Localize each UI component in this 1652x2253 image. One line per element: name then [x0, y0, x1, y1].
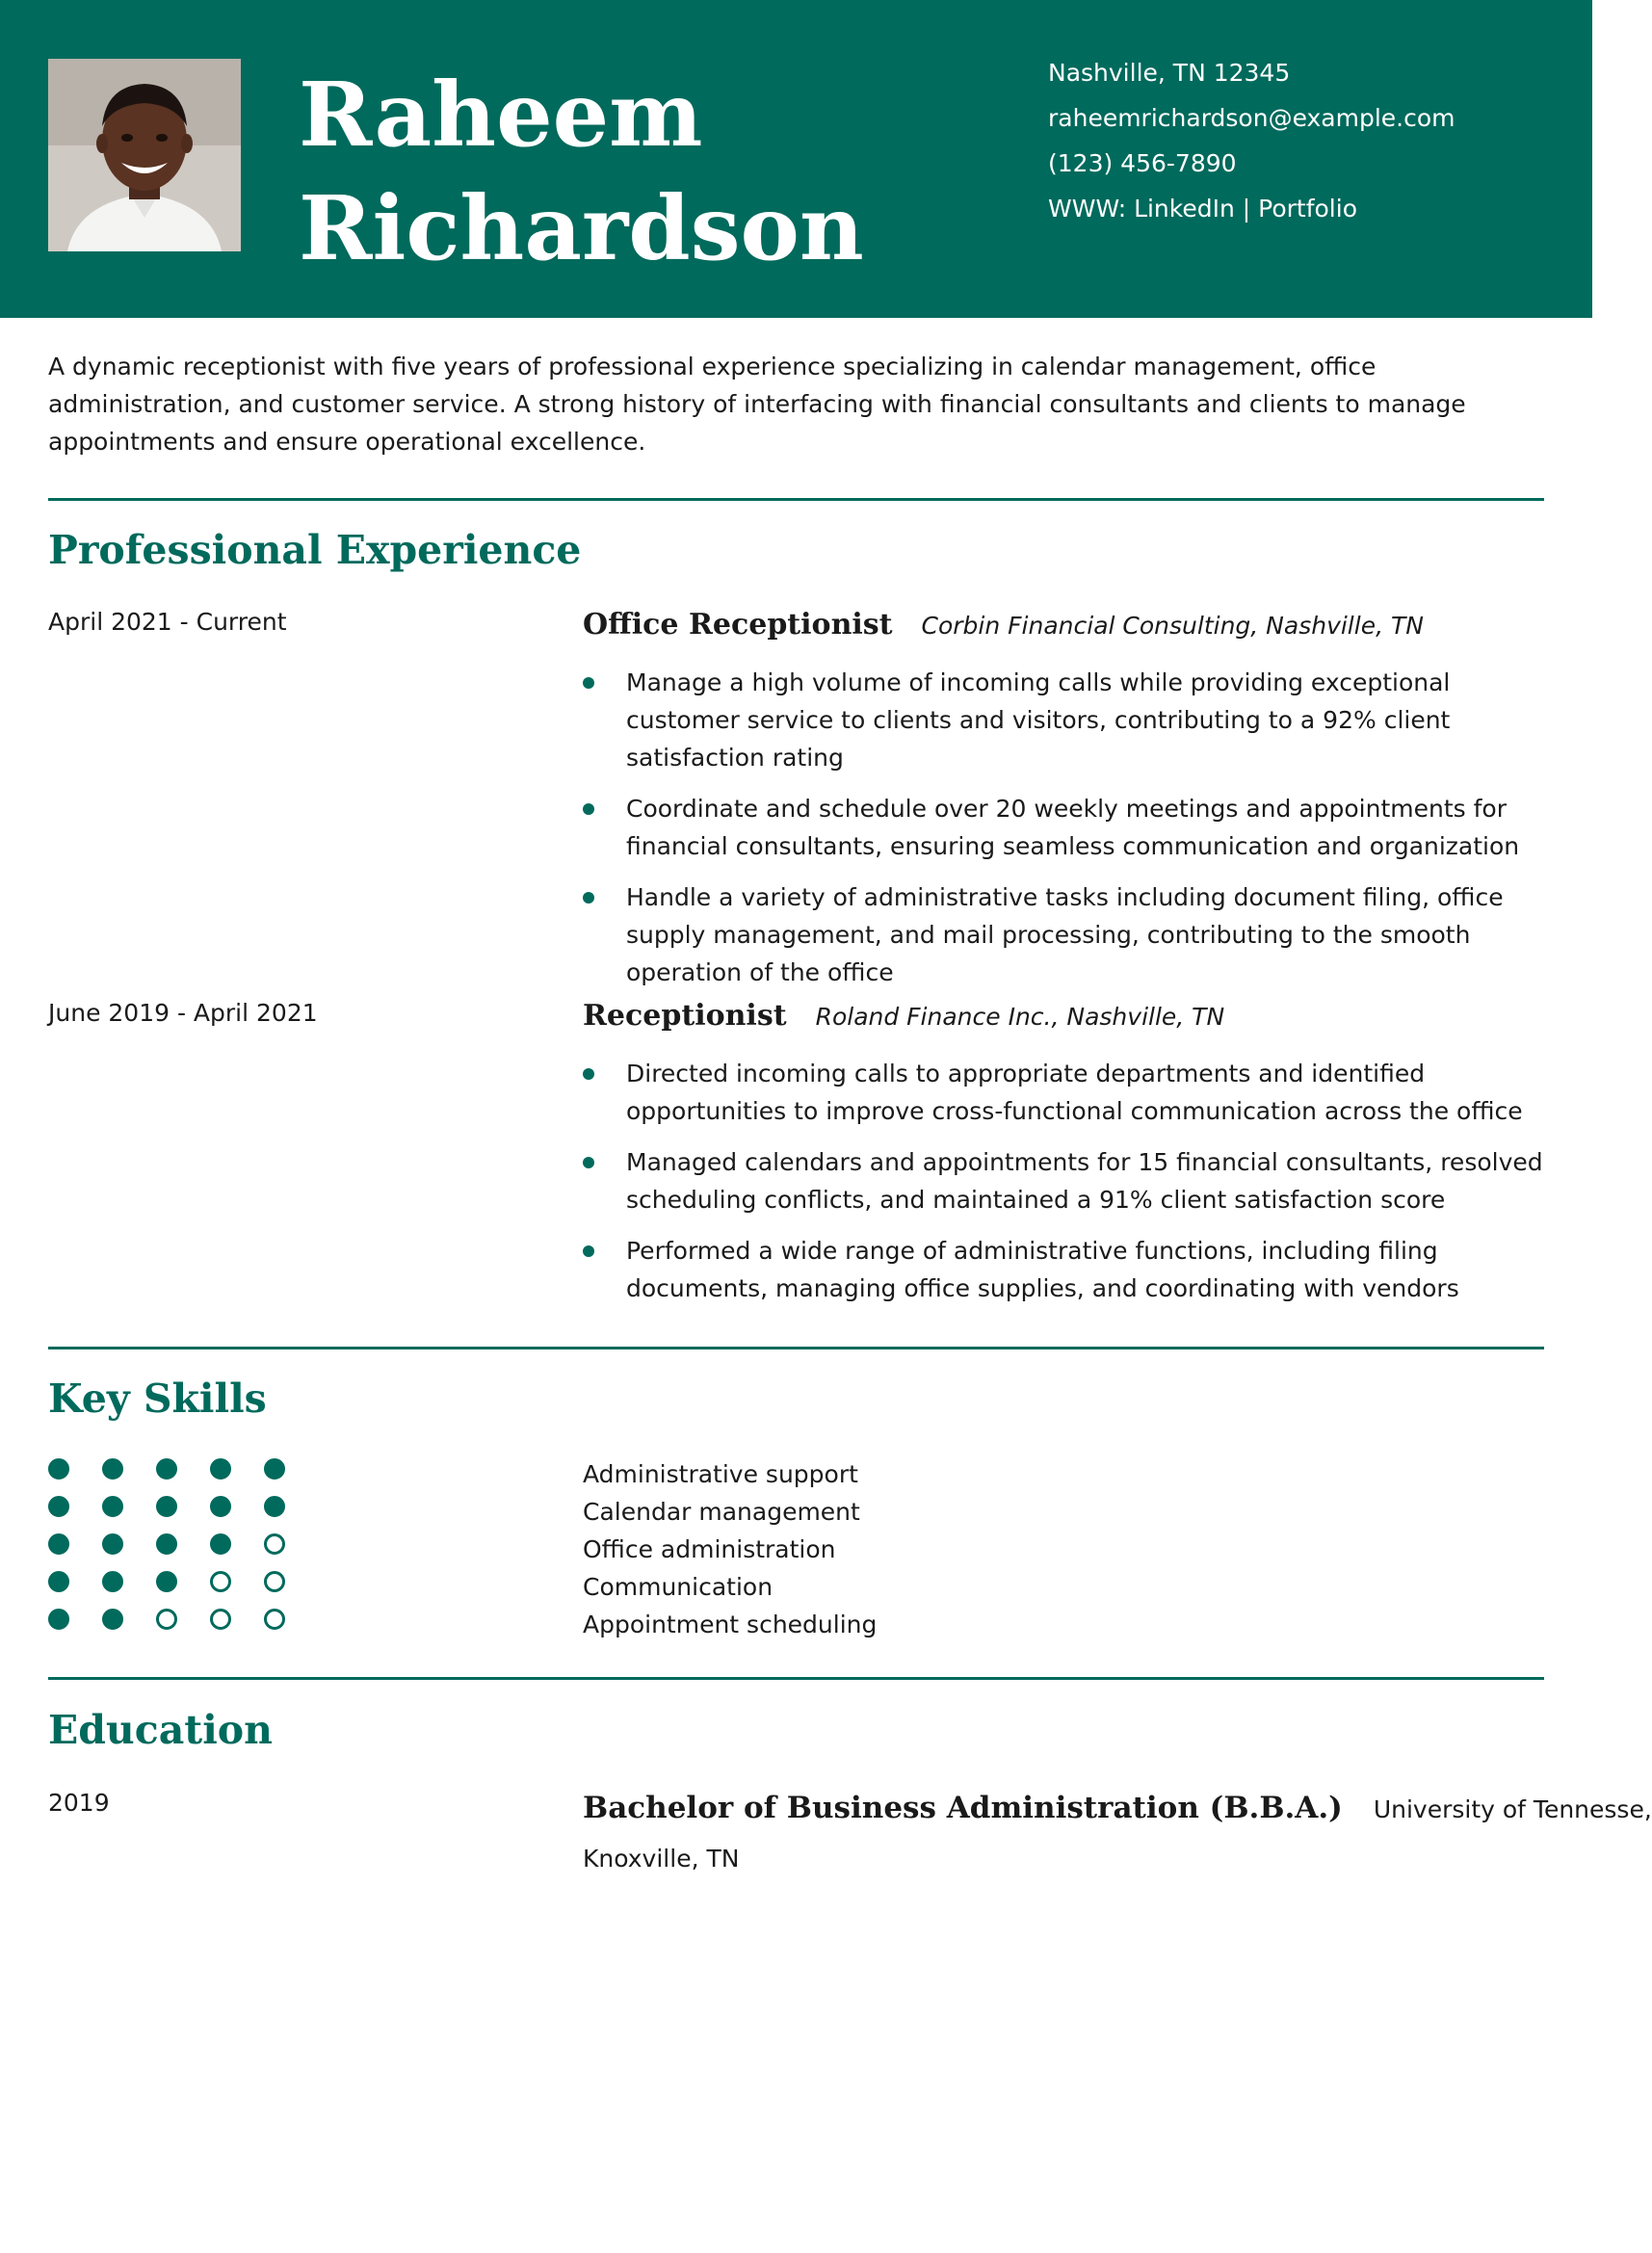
candidate-name	[299, 58, 896, 285]
skill-item: Communication	[583, 1573, 774, 1601]
contact-phone[interactable]: (123) 456-7890	[1048, 149, 1237, 177]
skill-item: Office administration	[583, 1535, 836, 1563]
job-bullet: Handle a variety of administrative tasks including document filing, office supply management, and mail processing, contributing to the smooth operation of the office	[583, 878, 1546, 991]
skill-item: Administrative support	[583, 1460, 858, 1488]
rating-dot-empty	[264, 1571, 285, 1592]
header-banner	[0, 0, 1592, 318]
rating-dot-filled	[48, 1458, 69, 1480]
education-year: 2019	[48, 1789, 110, 1817]
rating-dot-filled	[48, 1571, 69, 1592]
experience-heading: Professional Experience	[48, 527, 582, 573]
education-heading: Education	[48, 1707, 273, 1753]
profile-photo	[48, 59, 241, 251]
job-header	[583, 606, 1424, 645]
skills-heading: Key Skills	[48, 1375, 267, 1422]
contact-location: Nashville, TN 12345	[1048, 59, 1291, 87]
job-company: Roland Finance Inc., Nashville, TN	[815, 1003, 1225, 1031]
education-school: University of Tennesse,	[1373, 1795, 1652, 1823]
job-bullet: Performed a wide range of administrative functions, including filing documents, managing office supplies, and coordinating with vendors	[583, 1232, 1546, 1307]
rating-dot-empty	[156, 1609, 177, 1630]
job-company: Corbin Financial Consulting, Nashville, TN	[921, 612, 1424, 640]
education-degree: Bachelor of Business Administration (B.B.A.)	[583, 1791, 1343, 1825]
job-bullets	[583, 1055, 1546, 1321]
rating-dot-filled	[102, 1496, 123, 1517]
name-first: Raheem	[299, 63, 703, 167]
skill-item: Calendar management	[583, 1498, 860, 1526]
rating-dot-filled	[102, 1458, 123, 1480]
contact-web-links[interactable]: WWW: LinkedIn | Portfolio	[1048, 195, 1357, 223]
skill-item: Appointment scheduling	[583, 1611, 878, 1638]
name-last: Richardson	[299, 176, 864, 280]
job-bullet: Manage a high volume of incoming calls while providing exceptional customer service to clients and visitors, contributing to a 92% client satisfaction rating	[583, 664, 1546, 776]
rating-dot-filled	[102, 1609, 123, 1630]
skills-list	[583, 1455, 877, 1643]
rating-dot-filled	[102, 1571, 123, 1592]
rating-dot-empty	[210, 1571, 231, 1592]
contact-email[interactable]: raheemrichardson@example.com	[1048, 104, 1455, 132]
rating-dot-filled	[210, 1496, 231, 1517]
job-dates: April 2021 - Current	[48, 608, 287, 636]
rating-dot-filled	[48, 1533, 69, 1555]
contact-list	[1048, 50, 1568, 231]
job-title: Receptionist	[583, 999, 787, 1033]
job-bullet: Managed calendars and appointments for 15 financial consultants, resolved scheduling conflicts, and maintained a 91% client satisfaction score	[583, 1143, 1546, 1218]
job-dates: June 2019 - April 2021	[48, 999, 318, 1027]
job-bullets	[583, 664, 1546, 1005]
education-location: Knoxville, TN	[583, 1845, 740, 1873]
rating-dot-filled	[48, 1609, 69, 1630]
rating-dot-filled	[264, 1496, 285, 1517]
rating-dot-filled	[156, 1571, 177, 1592]
rating-dot-filled	[210, 1533, 231, 1555]
section-divider	[48, 1347, 1544, 1349]
section-divider	[48, 1677, 1544, 1680]
rating-dot-filled	[48, 1496, 69, 1517]
rating-dot-filled	[264, 1458, 285, 1480]
section-divider	[48, 498, 1544, 501]
job-header	[583, 997, 1224, 1036]
education-header	[583, 1789, 1652, 1829]
job-title: Office Receptionist	[583, 608, 893, 642]
rating-dot-empty	[264, 1533, 285, 1555]
rating-dot-filled	[156, 1496, 177, 1517]
avatar	[48, 59, 241, 251]
rating-dot-filled	[210, 1458, 231, 1480]
job-bullet: Coordinate and schedule over 20 weekly meetings and appointments for financial consultants, ensuring seamless communication and organization	[583, 790, 1546, 865]
summary-text: A dynamic receptionist with five years of professional experience specializing in calendar management, office administration, and customer service. A strong history of interfacing with financial consultants and clients to manage appointments and ensure operational excellence.	[48, 353, 1466, 456]
rating-dot-filled	[102, 1533, 123, 1555]
rating-dot-empty	[210, 1609, 231, 1630]
rating-dot-filled	[156, 1533, 177, 1555]
rating-dot-empty	[264, 1609, 285, 1630]
job-bullet: Directed incoming calls to appropriate departments and identified opportunities to improve cross-functional communication across the office	[583, 1055, 1546, 1130]
rating-dot-filled	[156, 1458, 177, 1480]
